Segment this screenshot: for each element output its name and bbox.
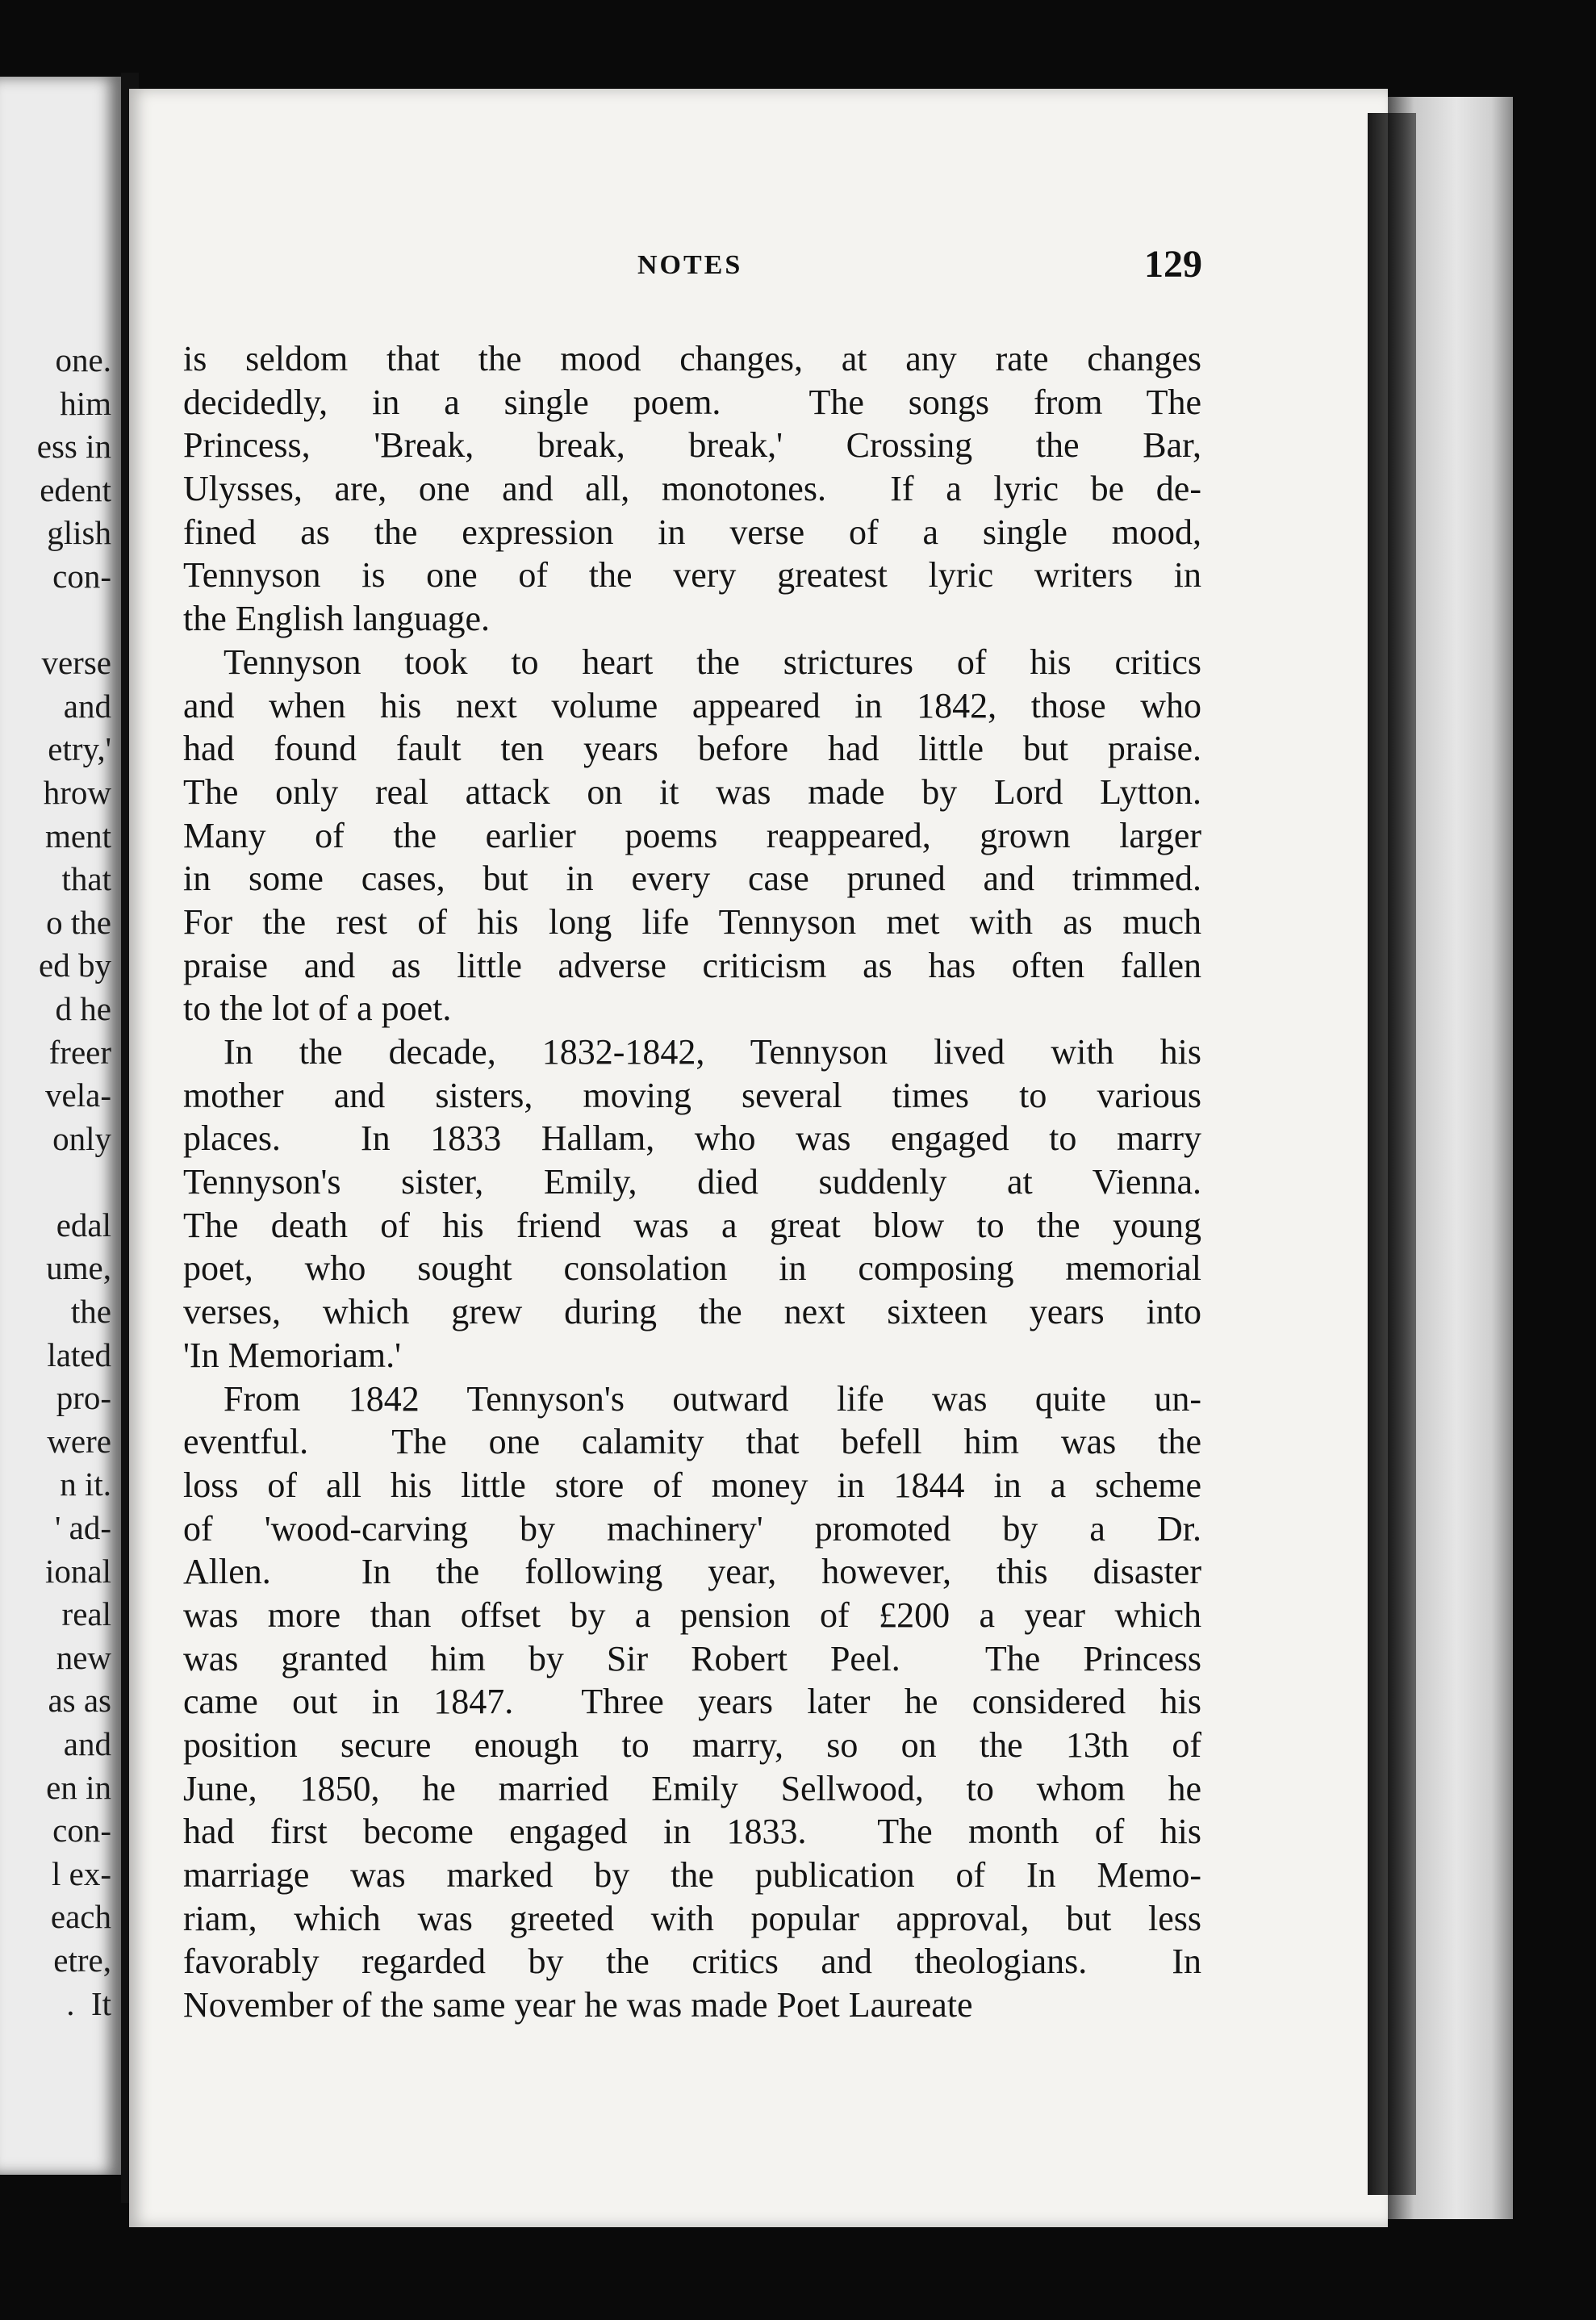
text-line: favorably regarded by the critics and theologians. In bbox=[183, 1942, 1201, 1982]
text-line: The death of his friend was a great blow to the young bbox=[183, 1205, 1201, 1245]
previous-page-line: etry,' bbox=[48, 730, 111, 768]
text-line: Princess, 'Break, break, break,' Crossing the Bar, bbox=[183, 425, 1201, 466]
previous-page-line: d he bbox=[55, 989, 111, 1027]
previous-page-line: ed by bbox=[39, 947, 111, 984]
previous-page-line: ional bbox=[45, 1552, 111, 1590]
text-line: From 1842 Tennyson's outward life was quite un- bbox=[224, 1378, 1201, 1419]
text-line: Tennyson's sister, Emily, died suddenly at Vienna. bbox=[183, 1162, 1201, 1202]
previous-page-line: n it. bbox=[60, 1465, 111, 1503]
previous-page-line: ment bbox=[45, 817, 111, 855]
previous-page-line: hrow bbox=[43, 773, 111, 811]
text-line: In the decade, 1832-1842, Tennyson lived with his bbox=[224, 1032, 1201, 1072]
previous-page-line bbox=[37, 599, 111, 642]
previous-page-line: one. bbox=[55, 341, 111, 378]
previous-page-line: glish bbox=[47, 514, 111, 552]
text-line: verses, which grew during the next sixteen years into bbox=[183, 1292, 1201, 1332]
previous-page-line: only bbox=[52, 1119, 111, 1157]
previous-page-line: real bbox=[61, 1595, 111, 1633]
text-line: For the rest of his long life Tennyson met with as much bbox=[183, 901, 1201, 942]
previous-page-line: were bbox=[47, 1422, 111, 1460]
previous-page-line: that bbox=[61, 860, 111, 898]
text-line: Tennyson is one of the very greatest lyric writers in bbox=[183, 555, 1201, 596]
text-line: praise and as little adverse criticism as has often fallen bbox=[183, 945, 1201, 985]
previous-page-line: en in bbox=[46, 1768, 111, 1806]
previous-page-text bbox=[37, 339, 111, 2025]
previous-page-edge bbox=[0, 77, 121, 2175]
previous-page-line: edent bbox=[40, 470, 111, 508]
text-line: Ulysses, are, one and all, monotones. If a lyric be de- bbox=[183, 469, 1201, 509]
previous-page-line: verse bbox=[41, 644, 111, 682]
text-line: loss of all his little store of money in 1844 in a scheme bbox=[183, 1465, 1201, 1505]
text-line: was granted him by Sir Robert Peel. The Princess bbox=[183, 1638, 1201, 1678]
text-line: Allen. In the following year, however, this disaster bbox=[183, 1552, 1201, 1592]
text-line: the English language. bbox=[183, 599, 491, 639]
previous-page-line bbox=[37, 1160, 111, 1204]
text-line: marriage was marked by the publication of In Memo- bbox=[183, 1855, 1201, 1896]
text-line: position secure enough to marry, so on the 13th of bbox=[183, 1725, 1201, 1765]
previous-page-line: pro- bbox=[56, 1379, 111, 1417]
page-number: 129 bbox=[1144, 243, 1202, 286]
text-line: had found fault ten years before had little but praise. bbox=[183, 729, 1201, 769]
page-binding-shadow bbox=[1368, 113, 1416, 2195]
previous-page-line: lated bbox=[47, 1336, 111, 1373]
text-line: decidedly, in a single poem. The songs from The bbox=[183, 382, 1201, 422]
text-line: The only real attack on it was made by Lord Lytton. bbox=[183, 771, 1201, 812]
previous-page-line: new bbox=[56, 1638, 111, 1676]
text-line: of 'wood-carving by machinery' promoted by a Dr. bbox=[183, 1508, 1201, 1549]
previous-page-line: freer bbox=[48, 1033, 111, 1071]
text-line: 'In Memoriam.' bbox=[183, 1335, 402, 1375]
text-line: Many of the earlier poems reappeared, grown larger bbox=[183, 815, 1201, 855]
text-line: was more than offset by a pension of £200 a year which bbox=[183, 1595, 1201, 1635]
previous-page-line: and bbox=[63, 1725, 111, 1762]
previous-page-line: ' ad- bbox=[55, 1509, 111, 1547]
text-line: Tennyson took to heart the strictures of his critics bbox=[224, 642, 1201, 682]
text-line: is seldom that the mood changes, at any rate changes bbox=[183, 339, 1201, 378]
text-line: riam, which was greeted with popular approval, but less bbox=[183, 1898, 1201, 1938]
paragraph bbox=[183, 641, 1201, 1030]
previous-page-line: edal bbox=[56, 1206, 111, 1244]
text-line: to the lot of a poet. bbox=[183, 989, 452, 1029]
text-line: in some cases, but in every case pruned and trimmed. bbox=[183, 859, 1201, 899]
running-head-title: NOTES bbox=[637, 250, 743, 280]
text-line: and when his next volume appeared in 1842, those who bbox=[183, 685, 1201, 725]
paragraph bbox=[183, 1030, 1201, 1377]
previous-page-line: con- bbox=[52, 557, 111, 595]
text-line: came out in 1847. Three years later he considered his bbox=[183, 1682, 1201, 1722]
text-line: places. In 1833 Hallam, who was engaged to marry bbox=[183, 1118, 1201, 1159]
paragraph bbox=[183, 1377, 1201, 2027]
previous-page-line: vela- bbox=[45, 1076, 111, 1114]
previous-page-line: ess in bbox=[36, 428, 111, 466]
previous-page-line: ume, bbox=[46, 1249, 111, 1287]
text-line: had first become engaged in 1833. The month of his bbox=[183, 1812, 1201, 1852]
paragraph bbox=[183, 337, 1201, 641]
previous-page-line: con- bbox=[52, 1812, 111, 1850]
body-text bbox=[183, 337, 1201, 2027]
text-line: poet, who sought consolation in composing memorial bbox=[183, 1248, 1201, 1289]
text-line: June, 1850, he married Emily Sellwood, to whom he bbox=[183, 1768, 1201, 1808]
text-line: mother and sisters, moving several times to various bbox=[183, 1075, 1201, 1115]
previous-page-line: the bbox=[70, 1293, 111, 1331]
text-line: November of the same year he was made Poet Laureate bbox=[183, 1985, 973, 2025]
previous-page-line: o the bbox=[46, 903, 111, 941]
previous-page-line: and bbox=[63, 687, 111, 725]
previous-page-line: him bbox=[60, 384, 111, 422]
text-line: fined as the expression in verse of a single mood, bbox=[183, 512, 1201, 552]
running-head bbox=[186, 242, 1202, 291]
previous-page-line: l ex- bbox=[52, 1854, 111, 1892]
previous-page-line: etre, bbox=[53, 1941, 111, 1979]
text-line: eventful. The one calamity that befell him was the bbox=[183, 1422, 1201, 1462]
previous-page-line: as as bbox=[48, 1682, 111, 1720]
previous-page-line: each bbox=[50, 1898, 111, 1936]
previous-page-line: . It bbox=[66, 1984, 111, 2022]
